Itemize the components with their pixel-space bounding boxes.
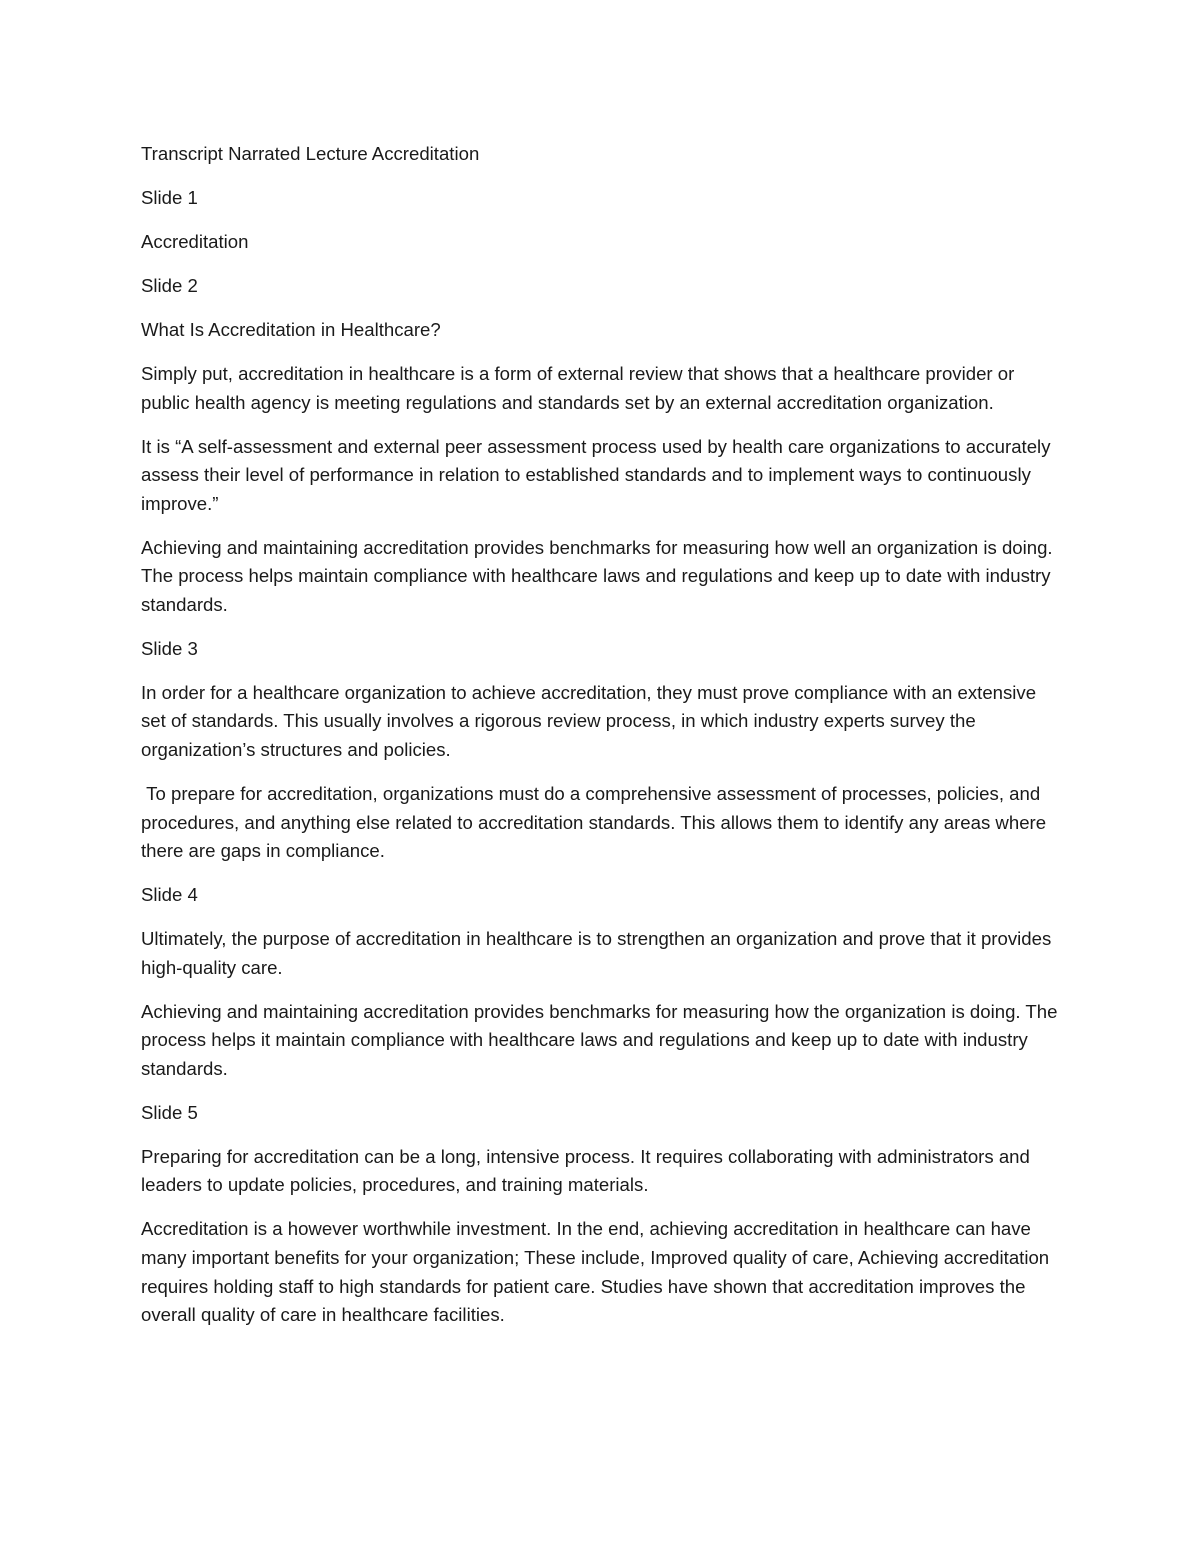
paragraph-quote: It is “A self-assessment and external peer assessment process used by health care organizations to accurately assess their level of performance in relation to established standards and to implement ways to continuously improve.” — [141, 435, 1051, 514]
paragraph-purpose: Ultimately, the purpose of accreditation in healthcare is to strengthen an organization and prove that it provides high-quality care. — [141, 928, 1052, 978]
document-body — [141, 140, 1066, 1345]
slide-2-heading: Slide 2 — [141, 274, 198, 296]
slide-3-heading: Slide 3 — [141, 637, 198, 659]
slide-5-heading: Slide 5 — [141, 1101, 198, 1123]
paragraph-investment: Accreditation is a however worthwhile investment. In the end, achieving accreditation in healthcare can have many important benefits for your organization; These include, Improved quality of care, Achieving accreditation requires holding staff to high standards for patient care. Studies have shown that accreditation improves the overall quality of care in healthcare facilities. — [141, 1218, 1050, 1326]
slide-1-heading: Slide 1 — [141, 186, 198, 208]
paragraph-benchmarks: Achieving and maintaining accreditation provides benchmarks for measuring how well an organization is doing. The process helps maintain compliance with healthcare laws and regulations and keep up to date with industry standards. — [141, 536, 1053, 615]
slide-2-question: What Is Accreditation in Healthcare? — [141, 318, 441, 340]
paragraph-definition: Simply put, accreditation in healthcare is a form of external review that shows that a healthcare provider or public health agency is meeting regulations and standards set by an external accreditation organization. — [141, 362, 1015, 413]
slide-1-title: Accreditation — [141, 230, 249, 252]
document-title: Transcript Narrated Lecture Accreditation — [141, 143, 480, 164]
slide-4-heading: Slide 4 — [141, 884, 198, 906]
paragraph-benchmarks-2: Achieving and maintaining accreditation provides benchmarks for measuring how the organization is doing. The process helps it maintain compliance with healthcare laws and regulations and keep up to date with industry standards. — [141, 1000, 1058, 1079]
paragraph-compliance: In order for a healthcare organization to achieve accreditation, they must prove compliance with an extensive set of standards. This usually involves a rigorous review process, in which industry experts survey the organization’s structures and policies. — [141, 681, 1037, 761]
paragraph-prepare: To prepare for accreditation, organizations must do a comprehensive assessment of processes, policies, and procedures, and anything else related to accreditation standards. This allows them to identify any areas where there are gaps in compliance. — [141, 783, 1052, 862]
paragraph-preparing: Preparing for accreditation can be a long, intensive process. It requires collaborating with administrators and leaders to update policies, procedures, and training materials. — [141, 1145, 1030, 1196]
